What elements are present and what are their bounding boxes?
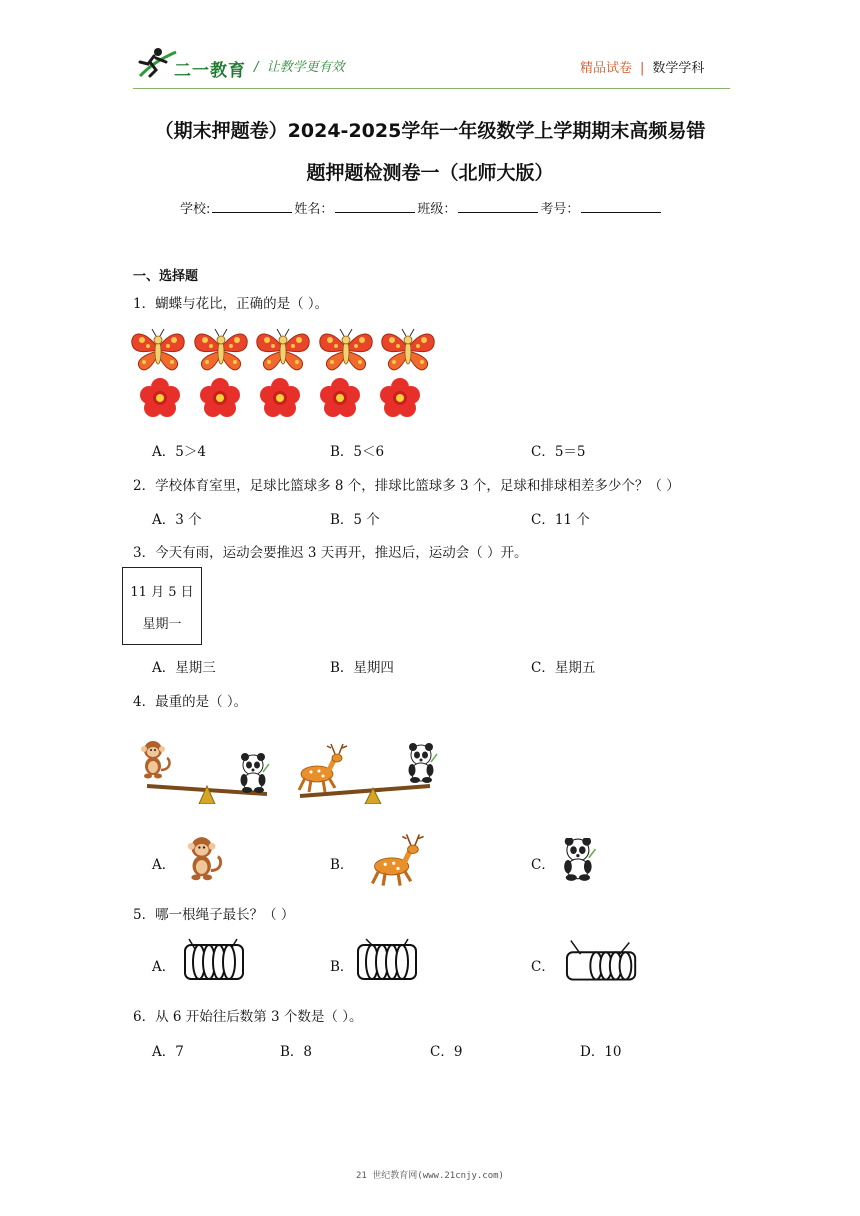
q5-option-a[interactable]: A． [152, 959, 176, 975]
flower-icon [140, 378, 180, 417]
name-blank[interactable] [335, 201, 415, 213]
class-blank[interactable] [458, 201, 538, 213]
question-5-stem: 5．哪一根绳子最长？（ ） [133, 907, 295, 923]
page-title-line1: （期末押题卷）2024-2025学年一年级数学上学期期末高频易错 [154, 120, 706, 142]
school-label: 学校: [180, 202, 211, 217]
number-label: 考号： [540, 202, 580, 217]
calendar-date: 11 月 5 日 [130, 585, 194, 600]
q5-option-b[interactable]: B． [330, 959, 354, 975]
student-info-line [180, 198, 663, 217]
school-blank[interactable] [212, 201, 292, 213]
panda-icon [241, 753, 270, 793]
q1-option-b[interactable]: B．5＜6 [330, 444, 385, 460]
q4-option-c[interactable]: C． [531, 857, 555, 873]
q2-option-b[interactable]: B．5 个 [330, 512, 380, 528]
q5-option-c[interactable]: C． [531, 959, 555, 975]
header-label-premium: 精品试卷 [580, 61, 633, 76]
butterfly-icon [132, 329, 184, 370]
rope-a-figure [183, 934, 247, 986]
header-right: 精品试卷 | 数学学科 [580, 61, 705, 76]
section-title: 一、选择题 [133, 269, 199, 284]
q1-option-a[interactable]: A．5＞4 [152, 444, 206, 460]
butterfly-icon [382, 329, 434, 370]
slogan: / 让教学更有效 [254, 60, 345, 75]
q4-option-b[interactable]: B． [330, 857, 354, 873]
question-6-stem: 6．从 6 开始往后数第 3 个数是（ ）。 [133, 1009, 363, 1025]
q3-option-b[interactable]: B．星期四 [330, 660, 394, 676]
rope-c-figure [565, 938, 643, 986]
calendar-card [122, 567, 202, 645]
deer-icon [299, 744, 347, 792]
calendar-weekday: 星期一 [142, 617, 182, 632]
question-1-stem: 1．蝴蝶与花比，正确的是（ ）。 [133, 296, 329, 312]
q4-option-a[interactable]: A． [152, 857, 176, 873]
rope-b-figure [356, 934, 420, 986]
number-blank[interactable] [581, 201, 661, 213]
q2-option-a[interactable]: A．3 个 [152, 512, 202, 528]
question-3-stem: 3．今天有雨，运动会要推迟 3 天再开，推迟后，运动会（ ）开。 [133, 545, 528, 561]
q1-option-c[interactable]: C．5＝5 [531, 444, 586, 460]
q6-option-a[interactable]: A．7 [152, 1044, 184, 1060]
panda-option-icon [560, 838, 598, 882]
butterfly-icon [257, 329, 309, 370]
header-label-subject: 数学学科 [652, 61, 705, 76]
q6-option-c[interactable]: C．9 [430, 1044, 463, 1060]
q3-option-c[interactable]: C．星期五 [531, 660, 596, 676]
q6-option-b[interactable]: B．8 [280, 1044, 313, 1060]
deer-option-icon [366, 832, 430, 888]
q2-option-c[interactable]: C．11 个 [531, 512, 590, 528]
butterfly-icon [195, 329, 247, 370]
q3-option-a[interactable]: A．星期三 [152, 660, 216, 676]
panda-icon [409, 743, 438, 783]
header-divider [133, 88, 730, 89]
name-label: 姓名： [294, 202, 334, 217]
page-title-line2: 题押题检测卷一（北师大版） [306, 162, 554, 184]
logo-text: 二一教育 [174, 61, 246, 81]
flower-icon [260, 378, 300, 417]
flower-icon [320, 378, 360, 417]
q6-option-d[interactable]: D．10 [580, 1044, 622, 1060]
question-2-stem: 2．学校体育室里，足球比篮球多 8 个，排球比篮球多 3 个，足球和排球相差多少个？（ ） [133, 478, 680, 494]
butterfly-icon [320, 329, 372, 370]
class-label: 班级： [417, 202, 457, 217]
butterflies-flowers-figure [130, 324, 442, 424]
monkey-option-icon [182, 836, 226, 882]
flower-icon [200, 378, 240, 417]
flower-icon [380, 378, 420, 417]
seesaw-figure [135, 734, 445, 804]
page-footer: 21 世纪教育网(www.21cnjy.com) [356, 1171, 504, 1181]
question-4-stem: 4．最重的是（ ）。 [133, 694, 248, 710]
monkey-icon [141, 741, 169, 779]
